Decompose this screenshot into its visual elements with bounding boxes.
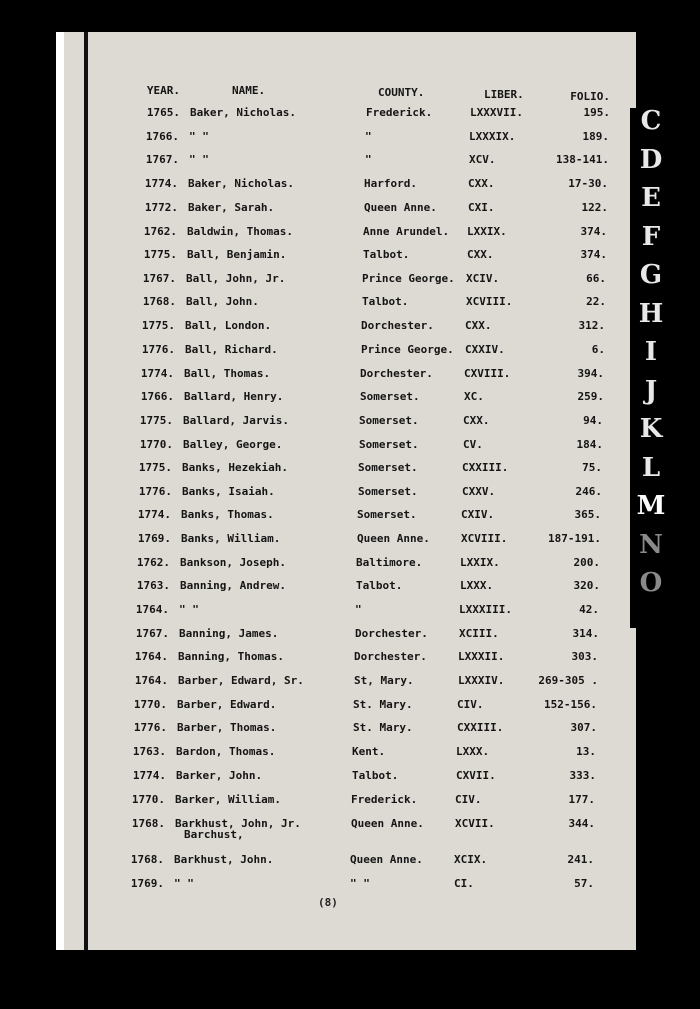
cell-county: St. Mary. xyxy=(353,721,413,734)
table-row xyxy=(0,485,692,507)
table-row xyxy=(0,877,684,899)
cell-year: 1770. xyxy=(139,438,173,451)
cell-county: St. Mary. xyxy=(353,698,413,711)
cell-name: " " xyxy=(179,603,199,616)
cell-name: Baker, Nicholas. xyxy=(188,177,294,190)
index-tab-g: G xyxy=(639,260,663,290)
cell-county: Somerset. xyxy=(360,390,420,403)
index-tabs xyxy=(630,108,672,628)
table-row xyxy=(0,225,697,247)
cell-county: Talbot. xyxy=(352,769,399,782)
cell-name: " " xyxy=(189,153,209,166)
cell-county: Talbot. xyxy=(362,295,409,308)
cell-name: " " xyxy=(174,877,194,890)
cell-county: Somerset. xyxy=(358,485,418,498)
cell-year: 1776. xyxy=(141,343,175,356)
cell-liber: LXXXII. xyxy=(458,650,505,663)
cell-name: Ballard, Henry. xyxy=(184,390,284,403)
cell-folio: 307. xyxy=(570,721,597,734)
cell-name: Banning, James. xyxy=(179,627,279,640)
cell-year: 1763. xyxy=(136,579,170,592)
cell-liber: CIV. xyxy=(455,793,482,806)
cell-name: Ball, Richard. xyxy=(185,343,278,356)
cell-liber: LXXX. xyxy=(460,579,494,592)
cell-name: Barker, William. xyxy=(175,793,281,806)
cell-folio: 195. xyxy=(583,106,610,119)
cell-year: 1774. xyxy=(132,769,166,782)
cell-folio: 42. xyxy=(579,603,599,616)
cell-liber: CXX. xyxy=(465,319,492,332)
cell-liber: XC. xyxy=(464,390,484,403)
cell-county: Anne Arundel. xyxy=(363,225,450,238)
table-row xyxy=(0,769,686,791)
header-liber: LIBER. xyxy=(484,88,524,101)
cell-name: Ballard, Jarvis. xyxy=(183,414,289,427)
cell-county: Queen Anne. xyxy=(350,853,423,866)
cell-name: Bardon, Thomas. xyxy=(176,745,276,758)
cell-folio: 374. xyxy=(580,225,607,238)
cell-year: 1774. xyxy=(144,177,178,190)
cell-county: " xyxy=(365,130,372,143)
cell-folio: 303. xyxy=(571,650,598,663)
cell-year: 1776. xyxy=(138,485,172,498)
table-row xyxy=(0,438,693,460)
cell-folio: 333. xyxy=(569,769,596,782)
cell-liber: CXXV. xyxy=(462,485,496,498)
cell-year: 1775. xyxy=(143,248,177,261)
table-row xyxy=(0,674,688,696)
cell-name: " " xyxy=(189,130,209,143)
cell-year: 1769. xyxy=(137,532,171,545)
cell-folio: 344. xyxy=(568,817,595,830)
cell-county: Harford. xyxy=(364,177,417,190)
table-row xyxy=(0,650,688,672)
table-row xyxy=(0,579,690,601)
cell-folio: 22. xyxy=(586,295,606,308)
cell-liber: LXXXIV. xyxy=(458,674,505,687)
table-row xyxy=(0,721,687,743)
cell-name: Banks, Hezekiah. xyxy=(182,461,288,474)
cell-name: Barber, Edward. xyxy=(177,698,277,711)
cell-year: 1769. xyxy=(130,877,164,890)
cell-folio: 94. xyxy=(583,414,603,427)
table-row xyxy=(0,248,697,270)
cell-year: 1765. xyxy=(146,106,180,119)
cell-year: 1767. xyxy=(135,627,169,640)
cell-year: 1764. xyxy=(134,650,168,663)
cell-year: 1767. xyxy=(142,272,176,285)
cell-name: Banks, Thomas. xyxy=(181,508,274,521)
cell-year: 1768. xyxy=(142,295,176,308)
table-row xyxy=(0,201,698,223)
cell-folio: 152-156. xyxy=(544,698,597,711)
table-row xyxy=(0,177,698,199)
cell-name: Ball, London. xyxy=(185,319,272,332)
cell-name: Ball, John. xyxy=(186,295,259,308)
cell-folio: 177. xyxy=(568,793,595,806)
cell-name: Banks, Isaiah. xyxy=(182,485,275,498)
cell-county: St, Mary. xyxy=(354,674,414,687)
cell-liber: XCVIII. xyxy=(461,532,508,545)
index-tab-h: H xyxy=(638,298,664,329)
page-number: (8) xyxy=(318,896,338,909)
cell-county: " xyxy=(365,153,372,166)
cell-folio: 122. xyxy=(581,201,608,214)
cell-name: Barkhust, John, Jr. xyxy=(175,817,301,830)
cell-folio: 66. xyxy=(586,272,606,285)
cell-county: Talbot. xyxy=(363,248,410,261)
cell-liber: CXXIV. xyxy=(465,343,505,356)
cell-county: Dorchester. xyxy=(361,319,434,332)
table-row xyxy=(0,627,689,649)
cell-liber: CXVIII. xyxy=(464,367,511,380)
cell-county: Talbot. xyxy=(356,579,403,592)
header-year: YEAR. xyxy=(146,84,180,97)
index-tab-k: K xyxy=(639,414,663,444)
cell-name: Balley, George. xyxy=(183,438,283,451)
index-tab-d: D xyxy=(639,144,663,175)
cell-name: Baker, Nicholas. xyxy=(190,106,296,119)
table-row xyxy=(0,367,694,389)
cell-county: Dorchester. xyxy=(355,627,428,640)
cell-liber: CV. xyxy=(463,438,483,451)
cell-liber: CXVII. xyxy=(456,769,496,782)
index-tab-f: F xyxy=(641,221,661,252)
cell-county: " " xyxy=(350,877,370,890)
cell-folio: 187-191. xyxy=(548,532,601,545)
cell-county: Kent. xyxy=(352,745,386,758)
table-row xyxy=(0,343,695,365)
cell-folio: 184. xyxy=(576,438,603,451)
cell-name: Banning, Thomas. xyxy=(178,650,284,663)
cell-year: 1776. xyxy=(133,721,167,734)
cell-county: Somerset. xyxy=(358,461,418,474)
cell-name: Ball, John, Jr. xyxy=(186,272,286,285)
cell-folio: 365. xyxy=(574,508,601,521)
table-row xyxy=(0,153,699,175)
table-row xyxy=(0,603,689,625)
cell-name: Banks, William. xyxy=(181,532,281,545)
cell-folio: 6. xyxy=(591,343,605,356)
cell-folio: 189. xyxy=(582,130,609,143)
table-row xyxy=(0,319,695,341)
cell-liber: XCVII. xyxy=(455,817,495,830)
table-row xyxy=(0,853,684,875)
cell-county: Frederick. xyxy=(366,106,433,119)
cell-folio: 314. xyxy=(572,627,599,640)
cell-year: 1764. xyxy=(134,674,168,687)
cell-county: Dorchester. xyxy=(360,367,433,380)
table-row xyxy=(0,295,696,317)
cell-folio: 312. xyxy=(578,319,605,332)
table-row xyxy=(0,508,691,530)
cell-name: Barker, John. xyxy=(176,769,263,782)
header-name: NAME. xyxy=(232,84,266,97)
cell-folio: 13. xyxy=(576,745,596,758)
cell-year: 1767. xyxy=(145,153,179,166)
index-tab-j: J xyxy=(644,375,658,406)
cell-year: 1775. xyxy=(141,319,175,332)
index-tab-l: L xyxy=(641,452,661,483)
cell-year: 1766. xyxy=(145,130,179,143)
cell-folio: 138-141. xyxy=(556,153,609,166)
cell-liber: CXI. xyxy=(468,201,495,214)
table-row xyxy=(0,106,700,128)
cell-name: Ball, Benjamin. xyxy=(187,248,287,261)
cell-county: Somerset. xyxy=(359,438,419,451)
cell-year: 1775. xyxy=(138,461,172,474)
table-row xyxy=(0,556,690,578)
cell-year: 1764. xyxy=(135,603,169,616)
cell-liber: LXXXVII. xyxy=(470,106,523,119)
index-tab-e: E xyxy=(641,183,661,213)
index-tab-o: O xyxy=(639,568,663,598)
cell-liber: CXXIII. xyxy=(462,461,509,474)
cell-year: 1774. xyxy=(140,367,174,380)
cell-name: Banning, Andrew. xyxy=(180,579,286,592)
table-row xyxy=(0,793,685,815)
cell-folio: 320. xyxy=(573,579,600,592)
cell-county: Somerset. xyxy=(359,414,419,427)
index-tab-c: C xyxy=(640,106,662,136)
cell-liber: LXXIX. xyxy=(467,225,507,238)
table-row xyxy=(0,130,699,152)
cell-year: 1768. xyxy=(131,817,165,830)
cell-county: Prince George. xyxy=(362,272,455,285)
table-row xyxy=(0,414,693,436)
header-county: COUNTY. xyxy=(378,86,425,99)
cell-liber: XCVIII. xyxy=(466,295,513,308)
cell-name: Barber, Edward, Sr. xyxy=(178,674,304,687)
cell-county: Prince George. xyxy=(361,343,454,356)
index-tab-m: M xyxy=(636,491,666,521)
cell-folio: 75. xyxy=(582,461,602,474)
cell-year: 1766. xyxy=(140,390,174,403)
table-row xyxy=(0,745,686,767)
table-row xyxy=(0,532,691,554)
cell-name: Barber, Thomas. xyxy=(177,721,277,734)
cell-liber: CXX. xyxy=(463,414,490,427)
cell-county: Queen Anne. xyxy=(351,817,424,830)
cell-liber: LXXXIX. xyxy=(469,130,516,143)
cell-county: Queen Anne. xyxy=(357,532,430,545)
table-row xyxy=(0,390,694,412)
header-folio: FOLIO. xyxy=(570,90,610,103)
cell-liber: XCIV. xyxy=(466,272,500,285)
cell-year: 1770. xyxy=(131,793,165,806)
cell-county: Baltimore. xyxy=(356,556,423,569)
cell-liber: CI. xyxy=(454,877,474,890)
cell-liber: XCIII. xyxy=(459,627,499,640)
cell-liber: CXIV. xyxy=(461,508,495,521)
name-continuation: Barchust, xyxy=(184,828,244,841)
cell-folio: 57. xyxy=(574,877,594,890)
cell-county: Somerset. xyxy=(357,508,417,521)
cell-folio: 394. xyxy=(577,367,604,380)
cell-liber: LXXIX. xyxy=(460,556,500,569)
table-row xyxy=(0,461,692,483)
cell-county: " xyxy=(355,603,362,616)
table-row xyxy=(0,272,696,294)
cell-name: Ball, Thomas. xyxy=(184,367,271,380)
cell-name: Barkhust, John. xyxy=(174,853,274,866)
cell-liber: CXX. xyxy=(467,248,494,261)
table-row xyxy=(0,817,685,839)
cell-liber: CXXIII. xyxy=(457,721,504,734)
cell-name: Bankson, Joseph. xyxy=(180,556,286,569)
cell-year: 1772. xyxy=(144,201,178,214)
cell-county: Queen Anne. xyxy=(364,201,437,214)
cell-year: 1762. xyxy=(143,225,177,238)
cell-liber: CXX. xyxy=(468,177,495,190)
cell-liber: XCIX. xyxy=(454,853,488,866)
table-row xyxy=(0,698,687,720)
cell-name: Baldwin, Thomas. xyxy=(187,225,293,238)
cell-year: 1774. xyxy=(137,508,171,521)
cell-folio: 246. xyxy=(575,485,602,498)
index-tab-n: N xyxy=(639,529,663,560)
cell-liber: CIV. xyxy=(457,698,484,711)
cell-liber: LXXXIII. xyxy=(459,603,512,616)
cell-liber: XCV. xyxy=(469,153,496,166)
cell-county: Frederick. xyxy=(351,793,418,806)
cell-liber: LXXX. xyxy=(456,745,490,758)
cell-folio: 374. xyxy=(580,248,607,261)
cell-folio: 17-30. xyxy=(568,177,608,190)
cell-folio: 259. xyxy=(577,390,604,403)
cell-name: Baker, Sarah. xyxy=(188,201,275,214)
cell-year: 1768. xyxy=(130,853,164,866)
cell-folio: 200. xyxy=(573,556,600,569)
cell-county: Dorchester. xyxy=(354,650,427,663)
cell-year: 1762. xyxy=(136,556,170,569)
cell-year: 1770. xyxy=(133,698,167,711)
cell-folio: 269-305 . xyxy=(538,674,598,687)
index-tab-i: I xyxy=(644,337,658,367)
cell-year: 1763. xyxy=(132,745,166,758)
cell-folio: 241. xyxy=(567,853,594,866)
cell-year: 1775. xyxy=(139,414,173,427)
